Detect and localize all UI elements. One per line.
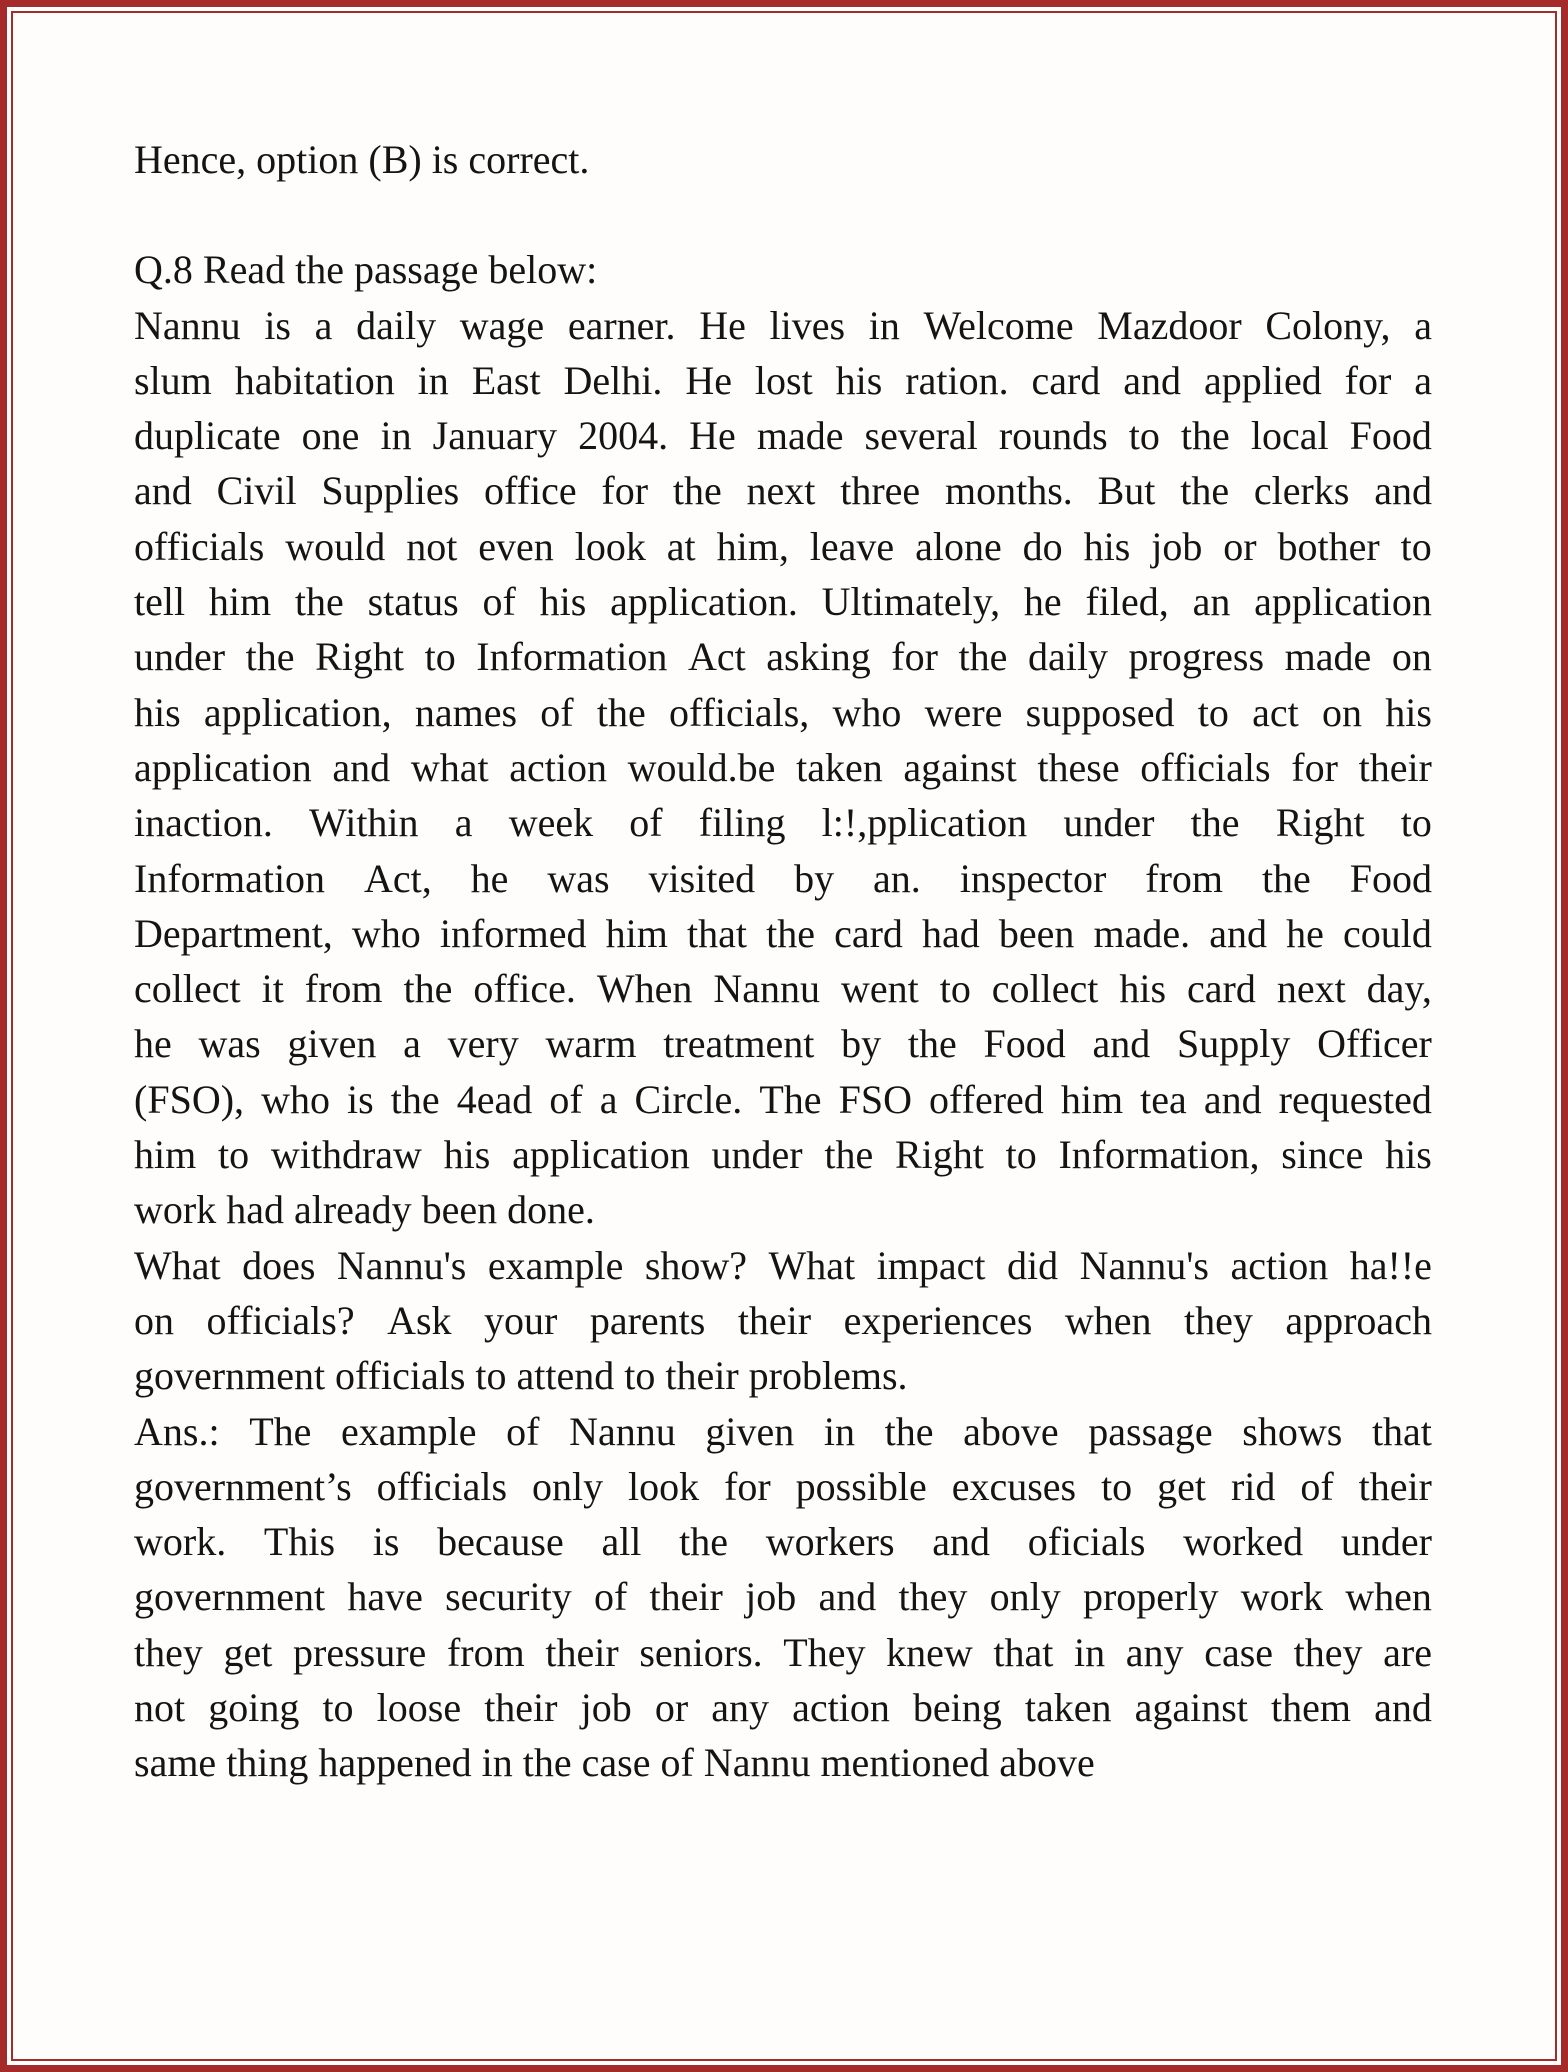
answer-line: they get pressure from their seniors. They knew that in any case they are (134, 1629, 1432, 1675)
passage-line: him to withdraw his application under the Right to Information, since his (134, 1132, 1432, 1178)
question-line: government officials to attend to their problems. (134, 1353, 908, 1399)
passage-line: duplicate one in January 2004. He made several rounds to the local Food (134, 413, 1432, 459)
passage-line: Department, who informed him that the card had been made. and he could (134, 910, 1432, 956)
passage-line: Nannu is a daily wage earner. He lives in Welcome Mazdoor Colony, a (134, 302, 1432, 348)
answer-line: government have security of their job and they only properly work when (134, 1574, 1432, 1620)
passage-line: tell him the status of his application. Ultimately, he filed, an application (134, 579, 1432, 625)
passage-line: collect it from the office. When Nannu went to collect his card next day, (134, 966, 1432, 1012)
passage-line: Information Act, he was visited by an. inspector from the Food (134, 855, 1432, 901)
passage-line: (FSO), who is the 4ead of a Circle. The FSO offered him tea and requested (134, 1076, 1432, 1122)
passage-line: officials would not even look at him, leave alone do his job or bother to (134, 523, 1432, 569)
question-text (134, 1238, 1432, 1404)
passage-line: slum habitation in East Delhi. He lost his ration. card and applied for a (134, 357, 1432, 403)
answer-line: not going to loose their job or any action being taken against them and (134, 1685, 1432, 1731)
passage-line: he was given a very warm treatment by the Food and Supply Officer (134, 1021, 1432, 1067)
passage-line: inaction. Within a week of filing l:!,pplication under the Right to (134, 800, 1432, 846)
passage (134, 298, 1432, 1238)
passage-line: his application, names of the officials, who were supposed to act on his (134, 689, 1432, 735)
paragraph-gap (134, 187, 1432, 242)
question-line: on officials? Ask your parents their experiences when they approach (134, 1297, 1432, 1343)
answer-line: work. This is because all the workers and oficials worked under (134, 1519, 1432, 1565)
document-body (134, 132, 1432, 1791)
answer-text (134, 1404, 1432, 1791)
passage-line: under the Right to Information Act asking for the daily progress made on (134, 634, 1432, 680)
conclusion-line: Hence, option (B) is correct. (134, 137, 590, 182)
passage-line: application and what action would.be taken against these officials for their (134, 744, 1432, 790)
question-heading: Q.8 Read the passage below: (134, 247, 598, 293)
passage-line: and Civil Supplies office for the next three months. But the clerks and (134, 468, 1432, 514)
answer-line: same thing happened in the case of Nannu mentioned above (134, 1740, 1095, 1786)
passage-line: work had already been done. (134, 1187, 595, 1233)
answer-line: government’s officials only look for possible excuses to get rid of their (134, 1463, 1432, 1509)
answer-line: Ans.: The example of Nannu given in the above passage shows that (134, 1408, 1432, 1454)
question-line: What does Nannu's example show? What impact did Nannu's action ha!!e (134, 1242, 1432, 1288)
